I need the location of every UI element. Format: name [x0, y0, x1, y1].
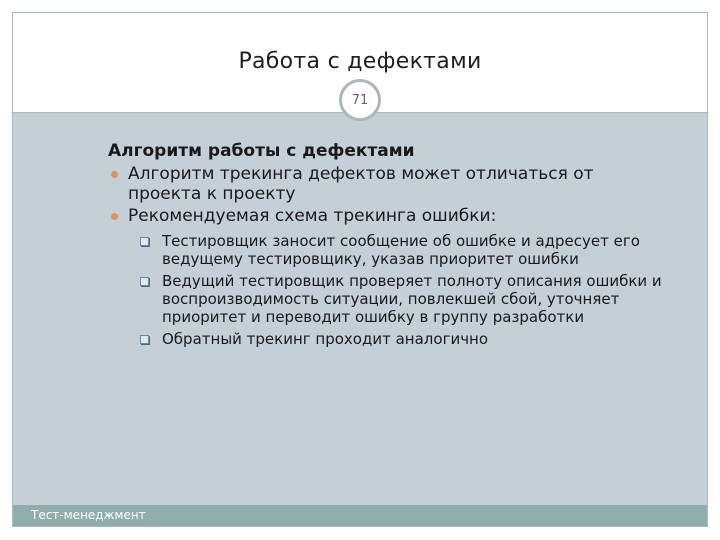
square-checkbox-bullet-icon	[140, 335, 149, 344]
page-number-badge: 71	[339, 79, 381, 121]
round-dot-icon	[111, 171, 118, 178]
bullet-text: Алгоритм трекинга дефектов может отличаться от проекта к проекту	[128, 164, 594, 204]
sub-bullet-item	[140, 330, 668, 348]
sub-bullet-text: Ведущий тестировщик проверяет полноту описания ошибки и воспроизводимость ситуации, повлекшей сбой, уточняет приоритет и переводит ошибку в группу разработки	[162, 272, 662, 326]
sub-bullet-item	[140, 232, 668, 268]
footer-bar	[13, 505, 707, 526]
square-checkbox-bullet-icon	[140, 237, 149, 246]
bullet-text: Рекомендуемая схема трекинга ошибки:	[128, 206, 497, 226]
bullet-item	[108, 164, 668, 204]
footer-text: Тест-менеджмент	[31, 508, 146, 522]
sub-bullet-list	[140, 232, 668, 348]
sub-bullet-text: Обратный трекинг проходит аналогично	[162, 330, 489, 348]
slide-title: Работа с дефектами	[238, 49, 482, 74]
bullet-item	[108, 206, 668, 226]
round-dot-icon	[111, 213, 118, 220]
content-heading: Алгоритм работы с дефектами	[108, 141, 415, 161]
sub-bullet-text: Тестировщик заносит сообщение об ошибке и адресует его ведущему тестировщику, указав приоритет ошибки	[162, 232, 640, 268]
sub-bullet-item	[140, 272, 668, 326]
square-checkbox-bullet-icon	[140, 277, 149, 286]
slide-body	[108, 140, 668, 352]
